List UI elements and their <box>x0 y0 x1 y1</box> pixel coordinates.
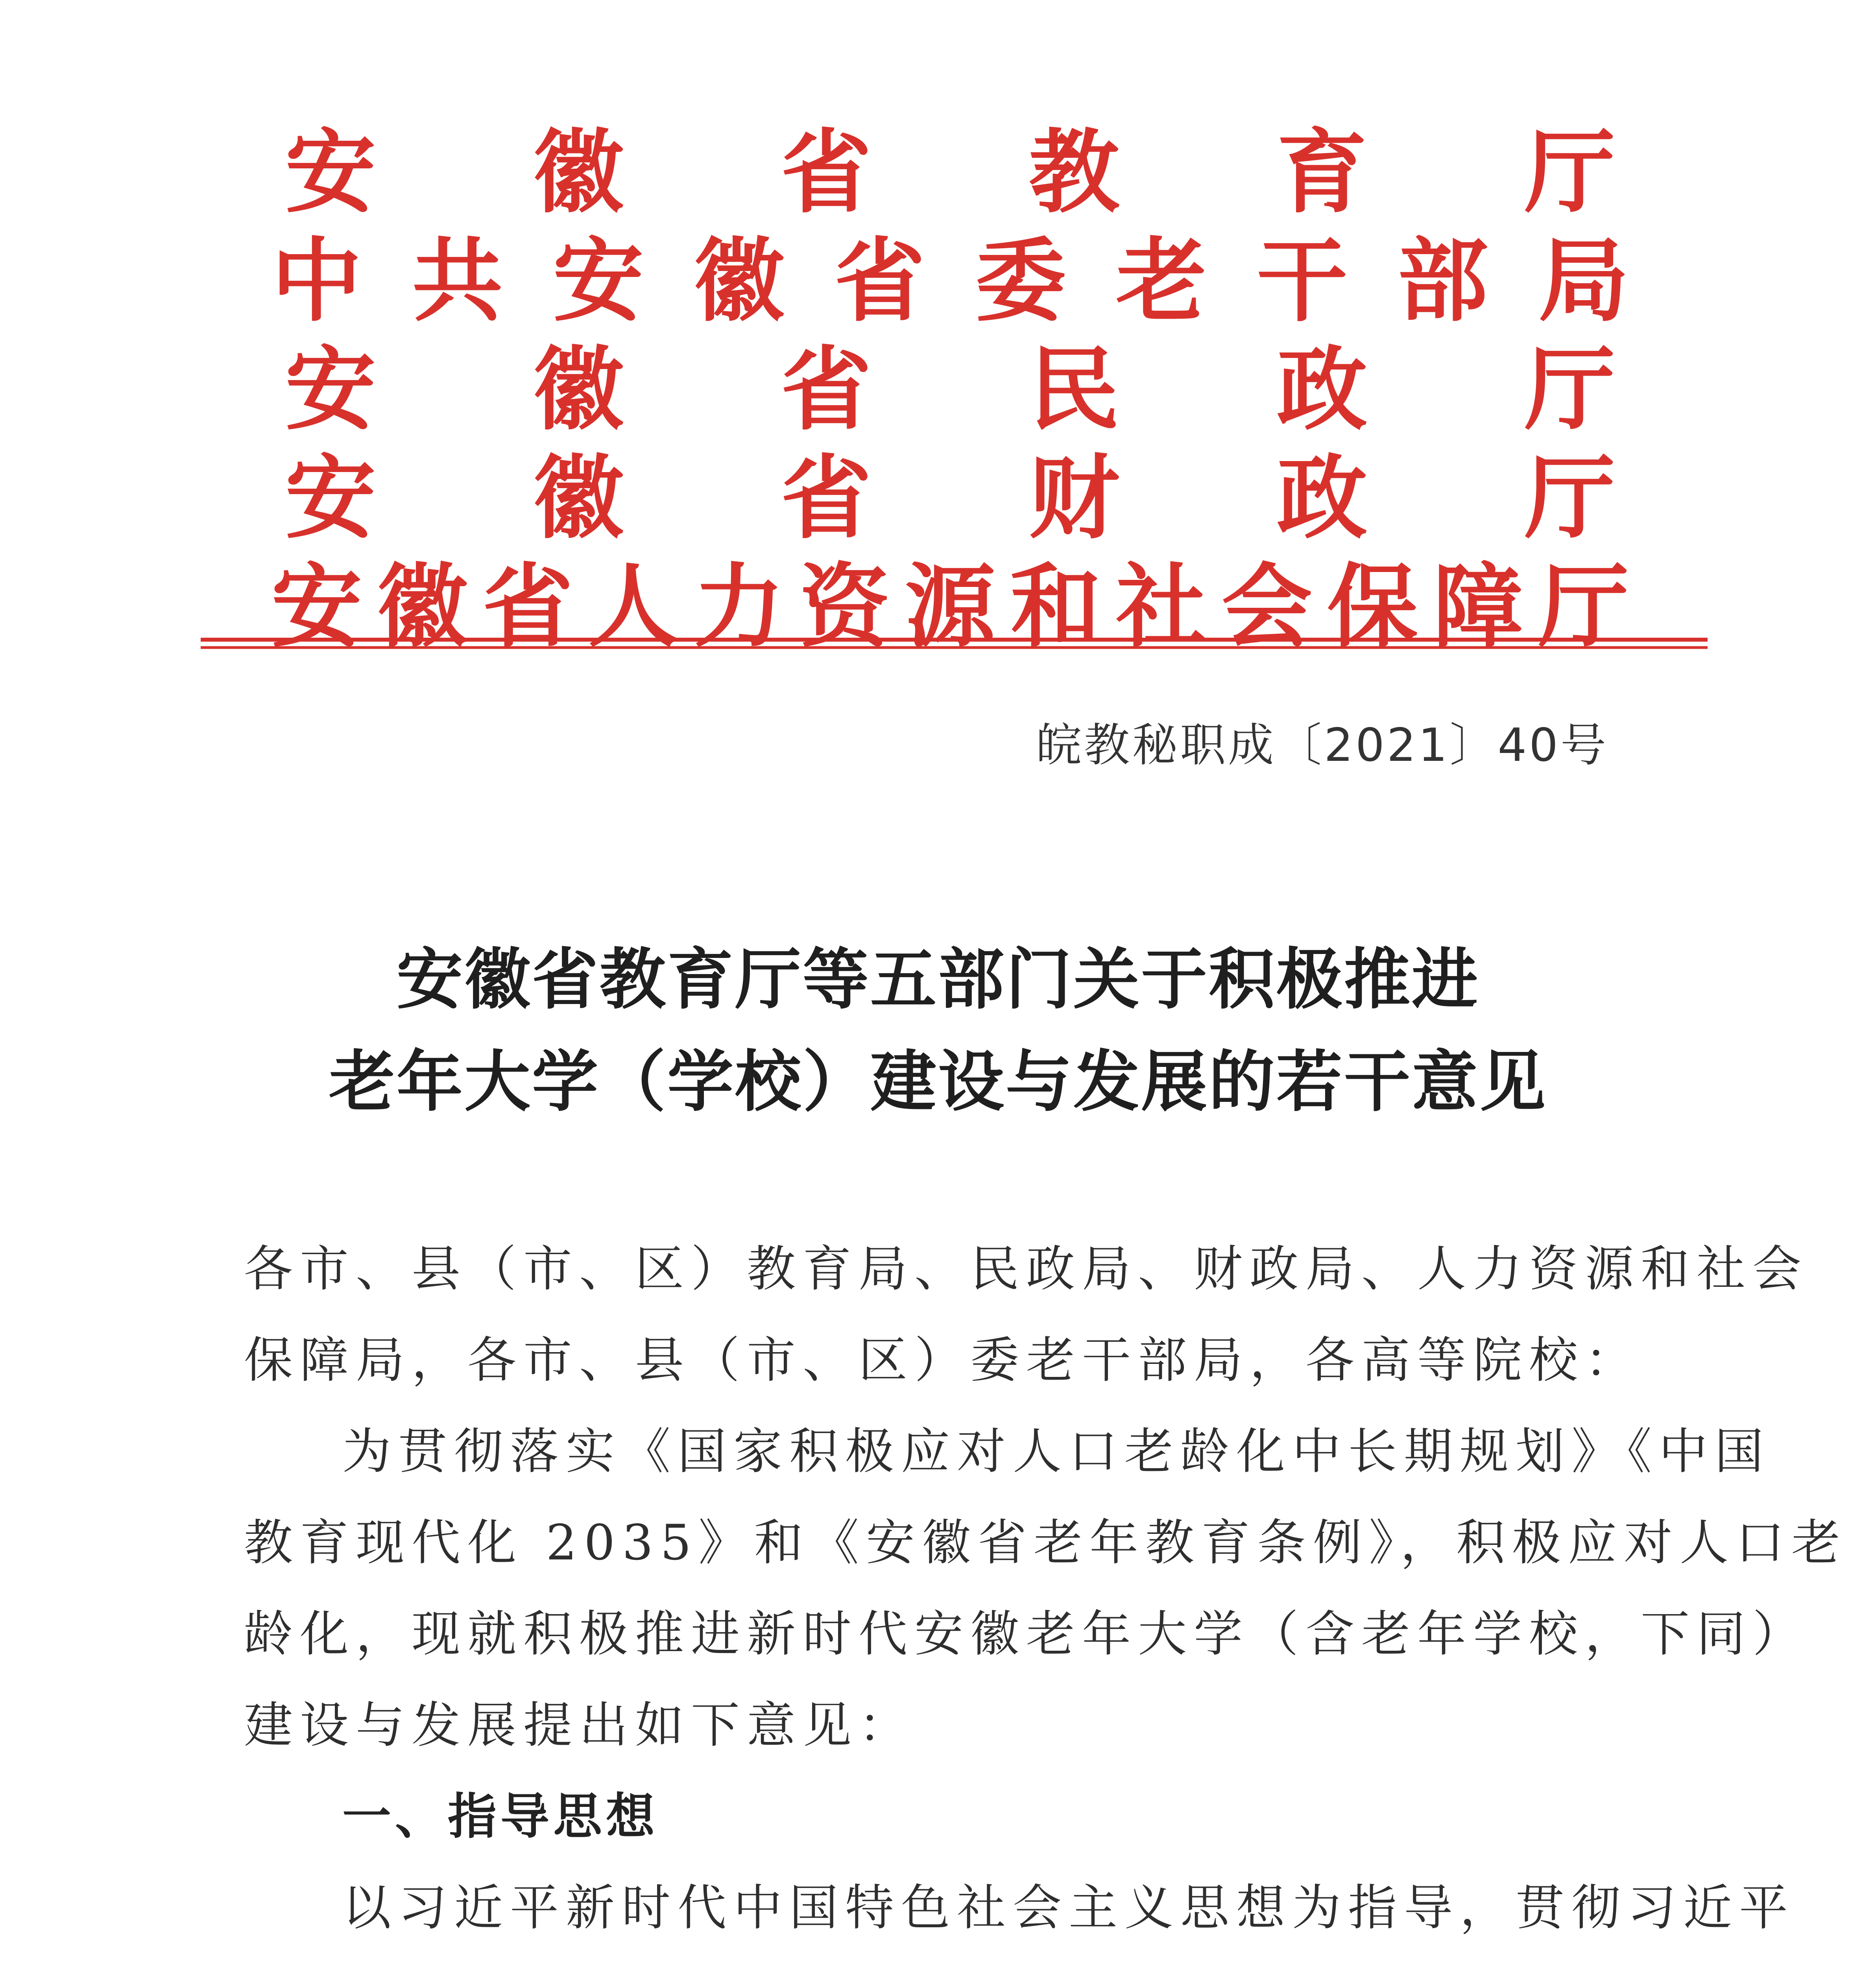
masthead-org-3-char-5: 政 <box>1276 336 1367 443</box>
document-title-line-2: 老年大学（学校）建设与发展的若干意见 <box>329 1043 1547 1120</box>
masthead-org-4 <box>271 444 1629 552</box>
masthead-org-5-char-10: 会 <box>1221 554 1312 660</box>
document-title-line-1: 安徽省教育厅等五部门关于积极推进 <box>397 941 1479 1018</box>
masthead-org-5-char-3: 省 <box>482 554 573 660</box>
masthead-org-2-char-4: 徽 <box>694 228 785 334</box>
masthead-org-3-char-3: 省 <box>781 336 872 443</box>
masthead-org-3-char-1: 安 <box>285 336 376 443</box>
masthead-org-5-char-4: 人 <box>588 554 679 660</box>
masthead-org-5-char-1: 安 <box>271 554 362 660</box>
masthead-org-1-char-3: 省 <box>781 119 872 225</box>
intro-paragraph-line-2: 教育现代化 2035》和《安徽省老年教育条例》，积极应对人口老 <box>244 1515 1847 1571</box>
masthead-org-4-char-1: 安 <box>285 445 376 551</box>
masthead-org-4-char-4: 财 <box>1028 445 1119 551</box>
masthead-org-2-char-5: 省 <box>835 228 925 334</box>
intro-paragraph-line-1: 为贯彻落实《国家积极应对人口老龄化中长期规划》《中国 <box>342 1423 1771 1480</box>
masthead-org-2-char-10: 局 <box>1538 228 1629 334</box>
section1-line-2 <box>244 1954 1613 1967</box>
section1-line-1: 以习近平新时代中国特色社会主义思想为指导，贯彻习近平 <box>342 1880 1795 1936</box>
intro-paragraph-line-4: 建设与发展提出如下意见： <box>244 1697 915 1754</box>
masthead-org-5-char-11: 保 <box>1327 554 1418 660</box>
masthead-org-4-char-3: 省 <box>781 445 872 551</box>
intro-paragraph-line-3: 龄化，现就积极推进新时代安徽老年大学（含老年学校，下同） <box>244 1606 1809 1663</box>
addressee-line-1: 各市、县（市、区）教育局、民政局、财政局、人力资源和社会 <box>244 1241 1809 1297</box>
masthead-org-2-char-7: 老 <box>1116 228 1207 334</box>
masthead-org-2-char-6: 委 <box>975 228 1066 334</box>
masthead-org-5-char-7: 源 <box>905 554 995 660</box>
document-number: 皖教秘职成〔2021〕40号 <box>1036 719 1608 772</box>
masthead-org-5-char-6: 资 <box>799 554 890 660</box>
masthead-org-5-char-12: 障 <box>1433 554 1523 660</box>
masthead-org-5-char-13: 厅 <box>1538 554 1629 660</box>
masthead-org-4-char-2: 徽 <box>533 445 624 551</box>
masthead-org-1-char-2: 徽 <box>533 119 624 225</box>
masthead-org-4-char-5: 政 <box>1276 445 1367 551</box>
masthead-org-3-char-2: 徽 <box>533 336 624 443</box>
masthead-org-2-char-3: 安 <box>553 228 644 334</box>
masthead-org-1-char-6: 厅 <box>1524 119 1615 225</box>
masthead-org-4-char-6: 厅 <box>1524 445 1615 551</box>
masthead-org-2-char-1: 中 <box>271 228 362 334</box>
masthead-org-1 <box>271 118 1629 227</box>
masthead-org-5-char-2: 徽 <box>377 554 468 660</box>
masthead-org-3-char-6: 厅 <box>1524 336 1615 443</box>
masthead-org-1-char-5: 育 <box>1276 119 1367 225</box>
masthead <box>271 118 1629 661</box>
masthead-org-3 <box>271 335 1629 444</box>
addressee-line-2: 保障局，各市、县（市、区）委老干部局，各高等院校： <box>244 1332 1641 1389</box>
masthead-org-2-char-8: 干 <box>1257 228 1348 334</box>
masthead-org-2-char-9: 部 <box>1398 228 1488 334</box>
masthead-org-5-char-5: 力 <box>694 554 785 660</box>
masthead-org-2 <box>271 227 1629 335</box>
masthead-org-2-char-2: 共 <box>412 228 503 334</box>
masthead-org-1-char-1: 安 <box>285 119 376 225</box>
masthead-red-rule <box>201 637 1708 653</box>
masthead-org-5-char-9: 社 <box>1116 554 1207 660</box>
masthead-org-1-char-4: 教 <box>1028 119 1119 225</box>
masthead-org-3-char-4: 民 <box>1028 336 1119 443</box>
section-heading-guiding-ideology: 一、指导思想 <box>342 1788 659 1845</box>
masthead-org-5-char-8: 和 <box>1010 554 1101 660</box>
